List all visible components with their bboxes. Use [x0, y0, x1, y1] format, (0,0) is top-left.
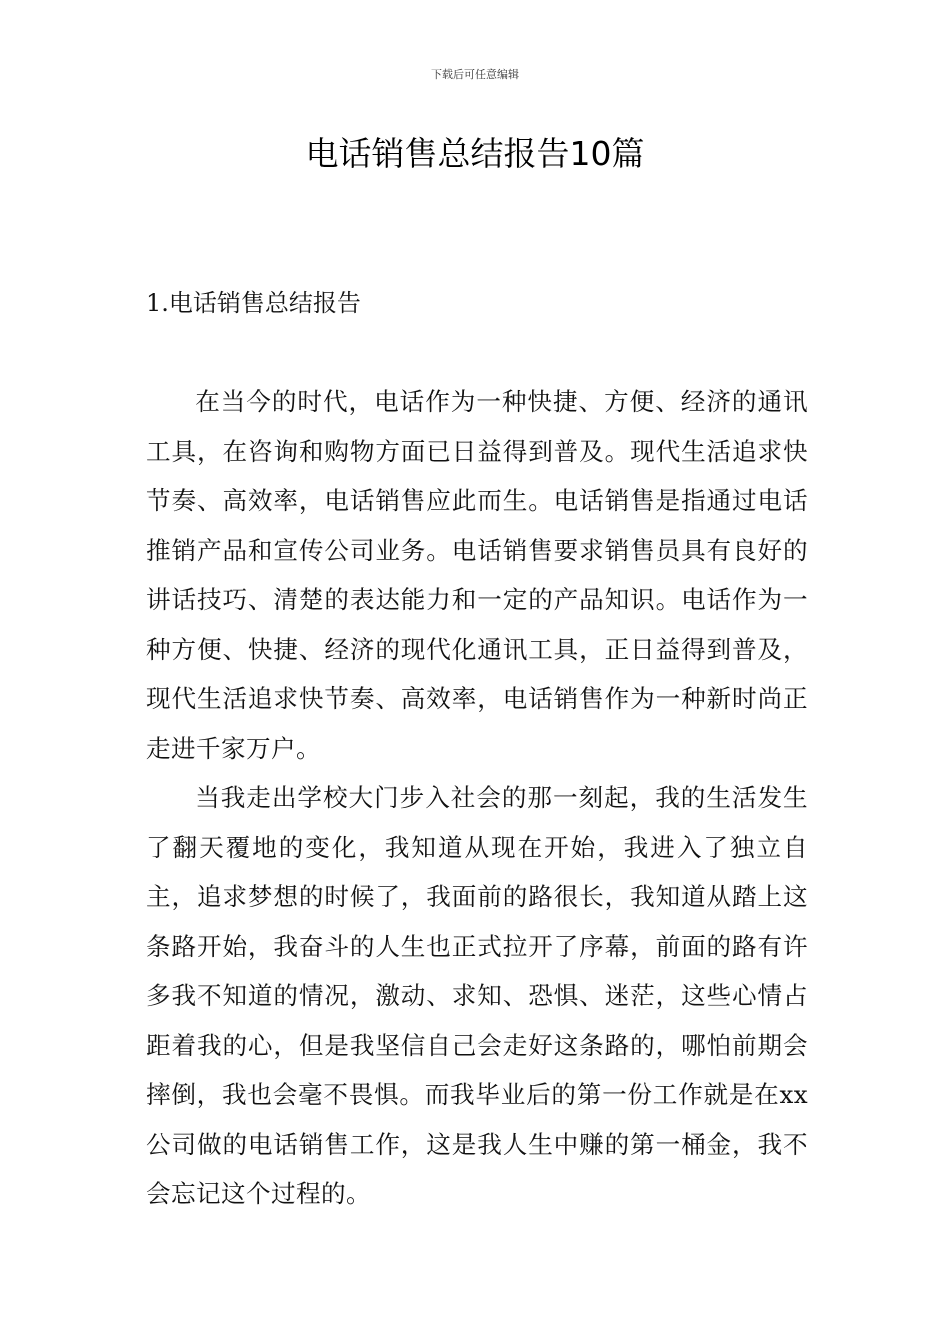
section-heading: 1.电话销售总结报告 — [146, 289, 361, 317]
page-header-note: 下载后可任意编辑 — [431, 68, 519, 81]
body-paragraph: 当我走出学校大门步入社会的那一刻起，我的生活发生了翻天覆地的变化，我知道从现在开始，我进入了独立自主，追求梦想的时候了，我面前的路很长，我知道从踏上这条路开始，我奋斗的人生也正式拉开了序幕，前面的路有许多我不知道的情况，激动、求知、恐惧、迷茫，这些心情占距着我的心，但是我坚信自己会走好这条路的，哪怕前期会摔倒，我也会毫不畏惧。而我毕业后的第一份工作就是在xx公司做的电话销售工作，这是我人生中赚的第一桶金，我不会忘记这个过程的。 — [146, 783, 808, 1208]
document-title: 电话销售总结报告10篇 — [305, 134, 645, 173]
body-paragraph: 在当今的时代，电话作为一种快捷、方便、经济的通讯工具，在咨询和购物方面已日益得到普及。现代生活追求快节奏、高效率，电话销售应此而生。电话销售是指通过电话推销产品和宣传公司业务。电话销售要求销售员具有良好的讲话技巧、清楚的表达能力和一定的产品知识。电话作为一种方便、快捷、经济的现代化通讯工具，正日益得到普及，现代生活追求快节奏、高效率，电话销售作为一种新时尚正走进千家万户。 — [146, 387, 808, 763]
document-body — [146, 377, 808, 1219]
